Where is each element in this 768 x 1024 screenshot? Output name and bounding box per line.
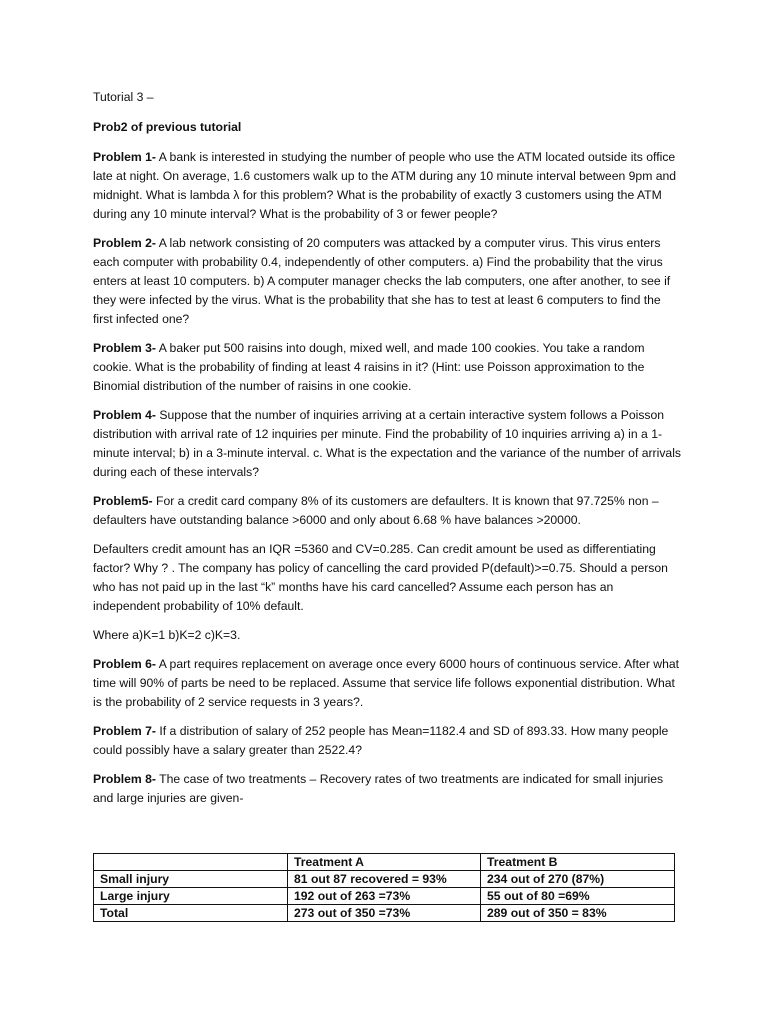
table-cell: 289 out of 350 = 83% bbox=[481, 905, 675, 922]
problem-text: A lab network consisting of 20 computers was attacked by a computer virus. This virus enters each computer with probability 0.4, independently of other computers. a) Find the probability that the virus enters at least 10 computers. b) A computer manager checks the lab computers, one after another, to see if they were infected by the virus. What is the probability that she has to test at least 6 computers to find the first infected one? bbox=[93, 236, 671, 326]
problem-label: Problem 8- bbox=[93, 772, 156, 786]
document-title: Tutorial 3 – bbox=[93, 90, 154, 104]
treatment-table bbox=[93, 853, 675, 922]
problem-label: Problem 1- bbox=[93, 150, 156, 164]
table-cell: Total bbox=[94, 905, 288, 922]
problem-1 bbox=[93, 148, 683, 224]
problem-6 bbox=[93, 655, 683, 712]
problem-text: A part requires replacement on average once every 6000 hours of continuous service. After what time will 90% of parts be need to be replaced. Assume that service life follows exponential distribution. What is the probability of 2 service requests in 3 years?. bbox=[93, 657, 680, 709]
prob2-reference: Prob2 of previous tutorial bbox=[93, 120, 242, 134]
problem-4 bbox=[93, 406, 683, 482]
problem-label: Problem 7- bbox=[93, 724, 156, 738]
problem-label: Problem 3- bbox=[93, 341, 156, 355]
table-cell: 234 out of 270 (87%) bbox=[481, 871, 675, 888]
problem-7 bbox=[93, 722, 683, 760]
table-header-cell: Treatment B bbox=[481, 854, 675, 871]
table-header-cell: Treatment A bbox=[288, 854, 481, 871]
document-body bbox=[93, 88, 683, 818]
problem-text: For a credit card company 8% of its customers are defaulters. It is known that 97.725% non –defaulters have outstanding balance >6000 and only about 6.68 % have balances >20000. bbox=[93, 494, 659, 527]
problem-label: Problem5- bbox=[93, 494, 153, 508]
problem-5 bbox=[93, 492, 683, 530]
table-row bbox=[94, 905, 675, 922]
problem-text: If a distribution of salary of 252 people has Mean=1182.4 and SD of 893.33. How many people could possibly have a salary greater than 2522.4? bbox=[93, 724, 669, 757]
problem-label: Problem 4- bbox=[93, 408, 156, 422]
problem-text: A baker put 500 raisins into dough, mixed well, and made 100 cookies. You take a random cookie. What is the probability of finding at least 4 raisins in it? (Hint: use Poisson approximation to the Binomial distribution of the number of raisins in one cookie. bbox=[93, 341, 645, 393]
where-line: Where a)K=1 b)K=2 c)K=3. bbox=[93, 628, 241, 642]
problem-text: Suppose that the number of inquiries arriving at a certain interactive system follows a Poisson distribution with arrival rate of 12 inquiries per minute. Find the probability of 10 inquiries arriving a) in a 1-minute interval; b) in a 3-minute interval. c. What is the expectation and the variance of the number of arrivals during each of these intervals? bbox=[93, 408, 681, 479]
defaulters-paragraph: Defaulters credit amount has an IQR =5360 and CV=0.285. Can credit amount be used as differentiating factor? Why ? . The company has policy of cancelling the card provided P(default)>=0.75. Should a person who has not paid up in the last “k” months have his card cancelled? Assume each person has an independent probability of 10% default. bbox=[93, 542, 668, 613]
table-row bbox=[94, 871, 675, 888]
table-header-row bbox=[94, 854, 675, 871]
table-row bbox=[94, 888, 675, 905]
problem-2 bbox=[93, 234, 683, 329]
table-cell: 273 out of 350 =73% bbox=[288, 905, 481, 922]
problem-8 bbox=[93, 770, 683, 808]
table-cell: Small injury bbox=[94, 871, 288, 888]
problem-label: Problem 6- bbox=[93, 657, 156, 671]
table-cell: 81 out 87 recovered = 93% bbox=[288, 871, 481, 888]
table-cell: Large injury bbox=[94, 888, 288, 905]
problem-label: Problem 2- bbox=[93, 236, 156, 250]
problem-text: A bank is interested in studying the number of people who use the ATM located outside its office late at night. On average, 1.6 customers walk up to the ATM during any 10 minute interval between 9pm and midnight. What is lambda λ for this problem? What is the probability of exactly 3 customers using the ATM during any 10 minute interval? What is the probability of 3 or fewer people? bbox=[93, 150, 677, 221]
table-cell: 55 out of 80 =69% bbox=[481, 888, 675, 905]
problem-3 bbox=[93, 339, 683, 396]
table-cell: 192 out of 263 =73% bbox=[288, 888, 481, 905]
problem-text: The case of two treatments – Recovery rates of two treatments are indicated for small injuries and large injuries are given- bbox=[93, 772, 664, 805]
table-header-cell bbox=[94, 854, 288, 871]
